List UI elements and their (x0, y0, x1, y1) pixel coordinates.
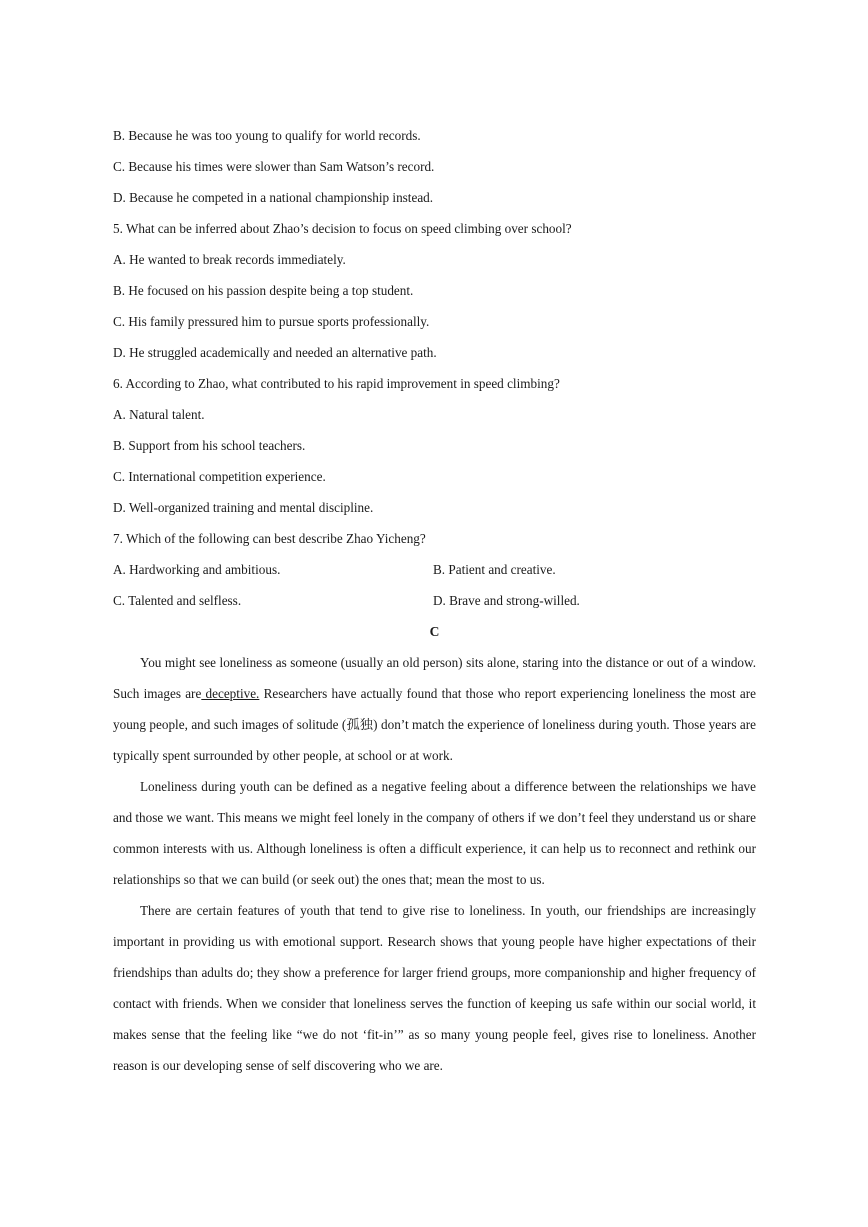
q7-options-row-1 (113, 554, 756, 585)
document-page (113, 120, 756, 1081)
q7-stem: 7. Which of the following can best describe Zhao Yicheng? (113, 531, 426, 546)
q7-option-b: B. Patient and creative. (433, 562, 556, 577)
q5-option-b: B. He focused on his passion despite being a top student. (113, 283, 414, 298)
section-c-paragraph-2: Loneliness during youth can be defined as a negative feeling about a difference between the relationships we have and those we want. This means we might feel lonely in the company of others if we don’t feel they understand us or share common interests with us. Although loneliness is often a difficult experience, it can help us to reconnect and rethink our relationships so that we can build (or seek out) the ones that; mean the most to us. (113, 779, 756, 887)
p1-text-start: You might see loneliness as someone (usually an old person) sits alone, staring into the distance or out of a window. Such images are (113, 655, 756, 701)
q7-option-a: A. Hardworking and ambitious. (113, 562, 281, 577)
p1-text-end: Researchers have actually found that those who report experiencing loneliness the most are young people, and such images of solitude (孤独) don’t match the experience of loneliness during youth. Those years are typically spent surrounded by other people, at school or at work. (113, 686, 756, 763)
q4-option-c: C. Because his times were slower than Sam Watson’s record. (113, 159, 435, 174)
q5-option-d: D. He struggled academically and needed an alternative path. (113, 345, 437, 360)
q4-option-b: B. Because he was too young to qualify for world records. (113, 128, 421, 143)
section-c-paragraph-3: There are certain features of youth that tend to give rise to loneliness. In youth, our friendships are increasingly important in providing us with emotional support. Research shows that young people have higher expectations of their friendships than adults do; they show a preference for larger friend groups, more companionship and higher frequency of contact with friends. When we consider that loneliness serves the function of keeping us safe within our social world, it makes sense that the feeling like “we do not ‘fit-in’” as so many young people feel, gives rise to loneliness. Another reason is our developing sense of self discovering who we are. (113, 903, 756, 1073)
q5-option-a: A. He wanted to break records immediately. (113, 252, 346, 267)
q4-option-d: D. Because he competed in a national championship instead. (113, 190, 434, 205)
q7-options-row-2 (113, 585, 756, 616)
q7-option-d: D. Brave and strong-willed. (433, 593, 580, 608)
q5-stem: 5. What can be inferred about Zhao’s decision to focus on speed climbing over school? (113, 221, 572, 236)
underlined-word-deceptive: deceptive. (201, 686, 260, 701)
q7-option-c: C. Talented and selfless. (113, 593, 242, 608)
q6-option-b: B. Support from his school teachers. (113, 438, 306, 453)
q5-option-c: C. His family pressured him to pursue sports professionally. (113, 314, 430, 329)
q6-option-d: D. Well-organized training and mental discipline. (113, 500, 374, 515)
q6-stem: 6. According to Zhao, what contributed to his rapid improvement in speed climbing? (113, 376, 560, 391)
q6-option-c: C. International competition experience. (113, 469, 326, 484)
section-c-paragraph-1 (113, 647, 756, 771)
q6-option-a: A. Natural talent. (113, 407, 205, 422)
section-c-heading: C (429, 624, 440, 639)
